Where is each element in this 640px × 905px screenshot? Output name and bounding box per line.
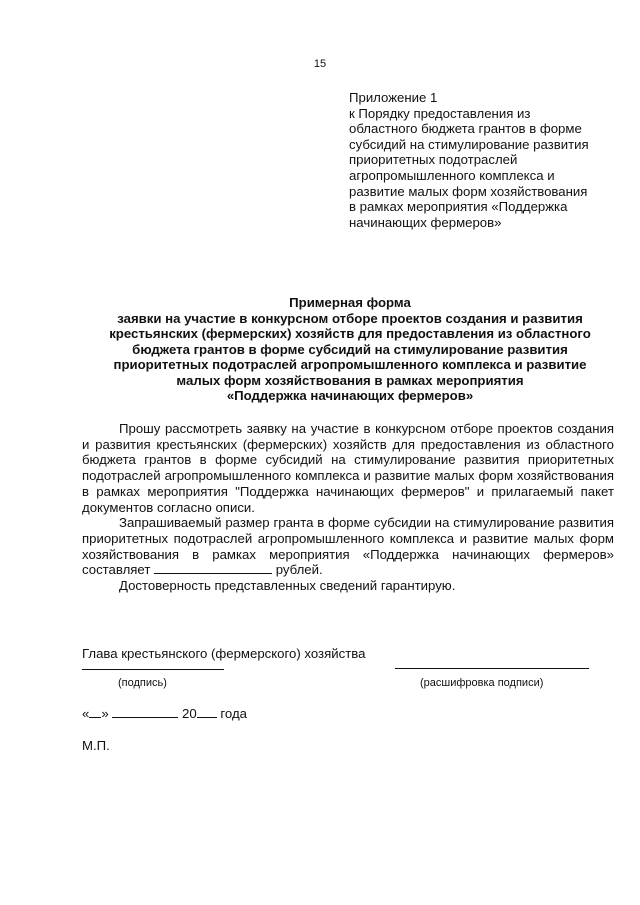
year-prefix: 20 xyxy=(182,706,197,721)
form-title xyxy=(60,295,640,404)
appendix-line: в рамках мероприятия «Поддержка xyxy=(349,199,568,215)
year-blank[interactable] xyxy=(197,705,217,718)
form-title-line: крестьянских (фермерских) хозяйств для предоставления из областного xyxy=(109,326,591,341)
appendix-block xyxy=(349,90,619,230)
form-title-line: приоритетных подотраслей агропромышленного комплекса и развитие xyxy=(113,357,587,372)
head-label: Глава крестьянского (фермерского) хозяйства xyxy=(82,646,366,661)
decoding-caption: (расшифровка подписи) xyxy=(420,677,544,689)
page-number: 15 xyxy=(313,58,327,70)
form-title-line: малых форм хозяйствования в рамках мероприятия xyxy=(176,372,524,388)
appendix-line: развитие малых форм хозяйствования xyxy=(349,183,588,199)
grant-amount-unit: рублей. xyxy=(275,562,323,578)
appendix-line: агропромышленного комплекса и xyxy=(349,167,555,183)
form-title-line: «Поддержка начинающих фермеров» xyxy=(226,388,474,403)
month-blank[interactable] xyxy=(112,705,178,718)
appendix-line: Приложение 1 xyxy=(349,90,438,105)
date-line xyxy=(82,705,247,721)
date-open-quote: « xyxy=(82,706,90,721)
grant-amount-text: Запрашиваемый размер гранта в форме субсидии на стимулирование развития приоритетных подотраслей агропромышленного комплекса и развитие малых форм хозяйствования в рамках мероприятия «Поддержка начинающих фермеров» составляет xyxy=(82,515,614,578)
signature-caption: (подпись) xyxy=(118,677,167,689)
appendix-line: субсидий на стимулирование развития xyxy=(349,136,589,152)
signature-decoding-line[interactable] xyxy=(395,668,589,669)
body-text xyxy=(82,421,614,594)
form-title-line: Примерная форма xyxy=(289,295,411,310)
paragraph-request: Прошу рассмотреть заявку на участие в конкурсном отборе проектов создания и развития крестьянских (фермерских) хозяйств для предоставления из областного бюджета грантов в форме субсидий на стимулирование развития приоритетных подотраслей агропромышленного комплекса и развитие малых форм хозяйствования в рамках мероприятия "Поддержка начинающих фермеров" и прилагаемый пакет документов согласно описи. xyxy=(82,421,614,515)
appendix-line: приоритетных подотраслей xyxy=(349,152,518,168)
form-title-line: бюджета грантов в форме субсидий на стимулирование развития xyxy=(132,341,568,357)
signature-line[interactable] xyxy=(82,669,224,670)
grant-amount-blank[interactable] xyxy=(154,562,272,574)
day-blank[interactable] xyxy=(89,705,101,718)
stamp-label: М.П. xyxy=(82,738,110,753)
appendix-line: областного бюджета грантов в форме xyxy=(349,121,582,137)
paragraph-grant-amount xyxy=(82,515,614,578)
year-suffix: года xyxy=(220,706,247,721)
date-close-quote: » xyxy=(101,706,109,721)
paragraph-guarantee: Достоверность представленных сведений гарантирую. xyxy=(119,578,456,594)
appendix-line: начинающих фермеров» xyxy=(349,214,502,230)
appendix-line: к Порядку предоставления из xyxy=(349,105,531,121)
form-title-line: заявки на участие в конкурсном отборе проектов создания и развития xyxy=(117,310,583,326)
